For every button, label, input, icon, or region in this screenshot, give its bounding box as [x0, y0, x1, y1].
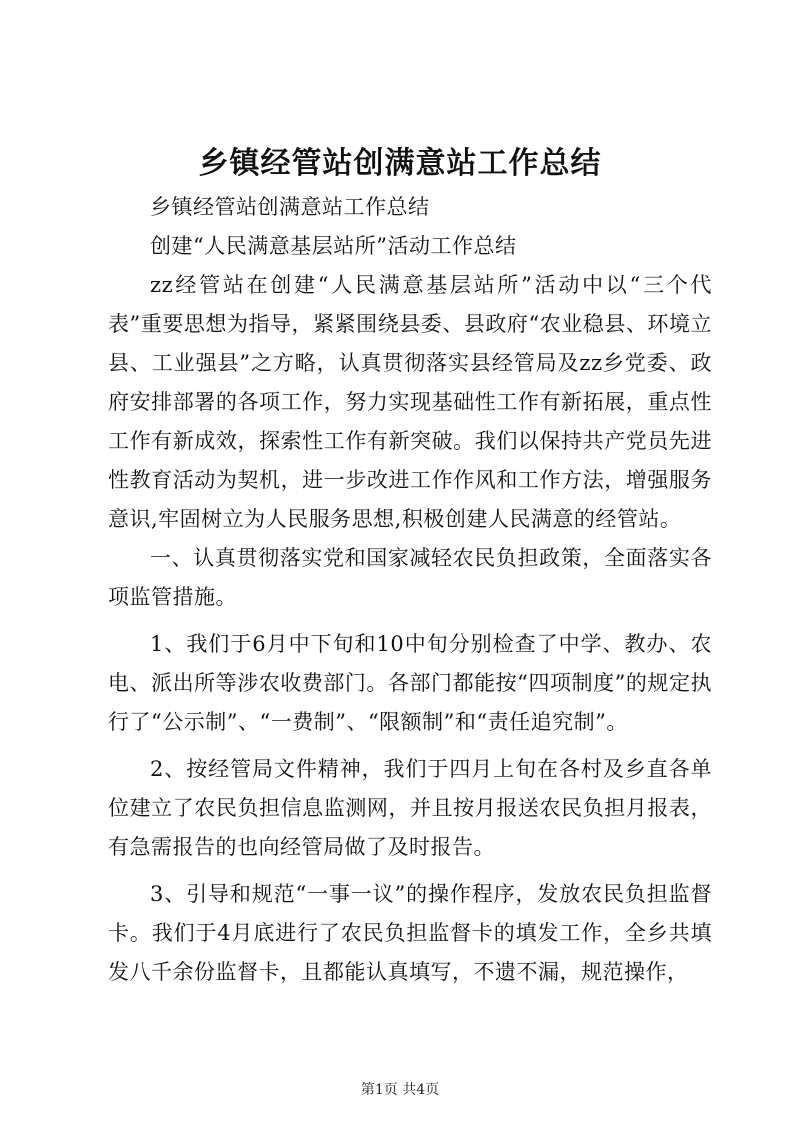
- page-number-label: 第1页 共4页: [360, 1082, 440, 1098]
- document-title: 乡镇经管站创满意站工作总结: [198, 146, 602, 181]
- paragraph-activity-title: 创建“人民满意基层站所”活动工作总结: [150, 234, 517, 258]
- document-body: [108, 188, 712, 992]
- page-footer: [0, 1079, 800, 1099]
- paragraph-item-2: 2、按经管局文件精神，我们于四月上旬在各村及乡直各单位建立了农民负担信息监测网，并且按月报送农民负担月报表，有急需报告的也向经管局做了及时报告。: [108, 757, 712, 859]
- paragraph-item-3: 3、引导和规范“一事一议”的操作程序，发放农民负担监督卡。我们于4月底进行了农民负担监督卡的填发工作，全乡共填发八千余份监督卡，且都能认真填写，不遗不漏，规范操作，: [108, 882, 712, 984]
- paragraph-item-1: 1、我们于6月中下旬和10中旬分别检查了中学、教办、农电、派出所等涉农收费部门。各部门都能按“四项制度”的规定执行了“公示制”、“一费制”、“限额制”和“责任追究制”。: [108, 632, 712, 734]
- paragraph-subtitle: 乡镇经管站创满意站工作总结: [150, 195, 430, 219]
- paragraph-intro: zz经管站在创建“人民满意基层站所”活动中以“三个代表”重要思想为指导，紧紧围绕县委、县政府“农业稳县、环境立县、工业强县”之方略，认真贯彻落实县经管局及zz乡党委、政府安排部署的各项工作，努力实现基础性工作有新拓展，重点性工作有新成效，探索性工作有新突破。我们以保持共产党员先进性教育活动为契机，进一步改进工作作风和工作方法，增强服务意识,牢固树立为人民服务思想,积极创建人民满意的经管站。: [108, 273, 712, 531]
- paragraph-section-1-heading: 一、认真贯彻落实党和国家减轻农民负担政策，全面落实各项监管措施。: [108, 546, 712, 609]
